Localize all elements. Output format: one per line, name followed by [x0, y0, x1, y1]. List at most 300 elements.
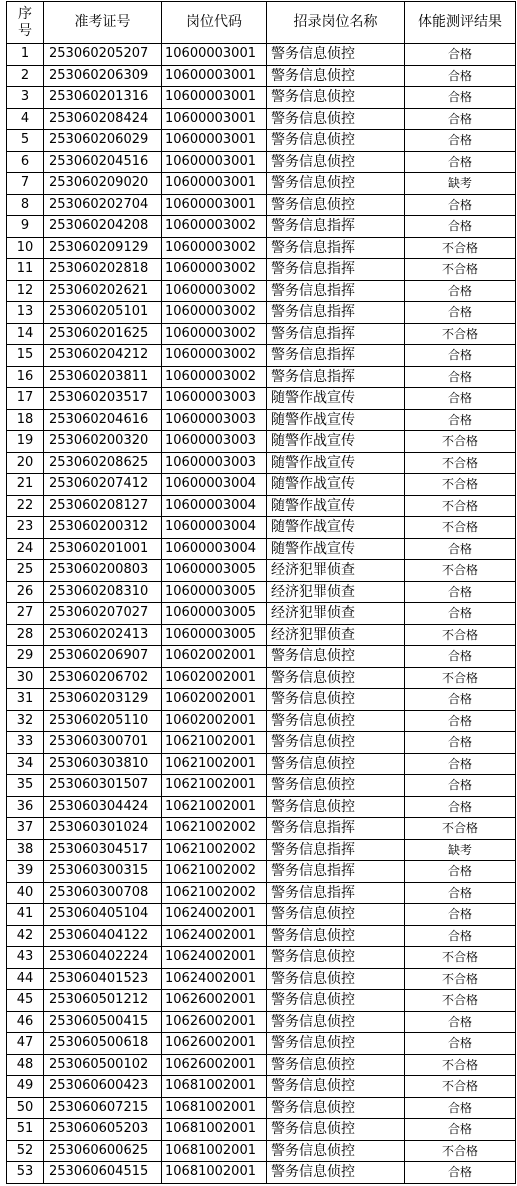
row-seq: 49: [7, 1076, 44, 1098]
table-row: [7, 216, 516, 238]
row-post-name: 警务信息指挥: [267, 861, 405, 883]
row-post-code: 10621002002: [162, 818, 267, 840]
row-post-code: 10600003002: [162, 216, 267, 238]
row-post-name: 警务信息指挥: [267, 882, 405, 904]
row-ticket-number: 253060203517: [44, 388, 162, 410]
row-fitness-result: 合格: [405, 151, 516, 173]
table-row: [7, 796, 516, 818]
row-post-code: 10621002001: [162, 753, 267, 775]
table-row: [7, 560, 516, 582]
row-fitness-result: 合格: [405, 753, 516, 775]
row-post-name: 警务信息侦控: [267, 151, 405, 173]
row-seq: 17: [7, 388, 44, 410]
table-row: [7, 990, 516, 1012]
row-post-code: 10624002001: [162, 947, 267, 969]
table-row: [7, 1097, 516, 1119]
row-ticket-number: 253060501212: [44, 990, 162, 1012]
row-post-code: 10626002001: [162, 1054, 267, 1076]
row-post-code: 10621002002: [162, 861, 267, 883]
table-row: [7, 925, 516, 947]
row-post-code: 10681002001: [162, 1119, 267, 1141]
row-fitness-result: 合格: [405, 108, 516, 130]
row-seq: 21: [7, 474, 44, 496]
row-ticket-number: 253060204516: [44, 151, 162, 173]
row-post-code: 10600003002: [162, 302, 267, 324]
row-seq: 15: [7, 345, 44, 367]
table-row: [7, 581, 516, 603]
row-fitness-result: 合格: [405, 710, 516, 732]
row-post-name: 警务信息指挥: [267, 839, 405, 861]
row-ticket-number: 253060201001: [44, 538, 162, 560]
row-fitness-result: 合格: [405, 861, 516, 883]
row-ticket-number: 253060202818: [44, 259, 162, 281]
row-post-code: 10602002001: [162, 710, 267, 732]
table-row: [7, 710, 516, 732]
row-fitness-result: 不合格: [405, 624, 516, 646]
table-row: [7, 1076, 516, 1098]
row-ticket-number: 253060208424: [44, 108, 162, 130]
row-fitness-result: 合格: [405, 775, 516, 797]
row-fitness-result: 合格: [405, 280, 516, 302]
row-post-code: 10624002001: [162, 968, 267, 990]
table-row: [7, 861, 516, 883]
row-seq: 42: [7, 925, 44, 947]
row-post-name: 警务信息侦控: [267, 194, 405, 216]
row-post-name: 警务信息侦控: [267, 925, 405, 947]
row-seq: 46: [7, 1011, 44, 1033]
row-post-name: 警务信息侦控: [267, 775, 405, 797]
row-post-name: 随警作战宣传: [267, 495, 405, 517]
header-row: [7, 2, 516, 44]
table-row: [7, 474, 516, 496]
row-fitness-result: 合格: [405, 646, 516, 668]
table-row: [7, 667, 516, 689]
row-seq: 26: [7, 581, 44, 603]
row-fitness-result: 合格: [405, 87, 516, 109]
row-post-code: 10600003004: [162, 517, 267, 539]
row-post-name: 随警作战宣传: [267, 452, 405, 474]
row-ticket-number: 253060202413: [44, 624, 162, 646]
row-ticket-number: 253060301024: [44, 818, 162, 840]
row-post-code: 10681002001: [162, 1162, 267, 1184]
row-seq: 32: [7, 710, 44, 732]
row-seq: 34: [7, 753, 44, 775]
row-seq: 9: [7, 216, 44, 238]
row-fitness-result: 合格: [405, 388, 516, 410]
row-post-code: 10600003005: [162, 603, 267, 625]
table-row: [7, 1162, 516, 1184]
row-ticket-number: 253060207027: [44, 603, 162, 625]
row-fitness-result: 合格: [405, 366, 516, 388]
row-fitness-result: 合格: [405, 1097, 516, 1119]
row-seq: 12: [7, 280, 44, 302]
row-ticket-number: 253060500102: [44, 1054, 162, 1076]
row-ticket-number: 253060301507: [44, 775, 162, 797]
row-post-name: 警务信息侦控: [267, 968, 405, 990]
row-ticket-number: 253060200803: [44, 560, 162, 582]
table-row: [7, 1140, 516, 1162]
row-fitness-result: 合格: [405, 345, 516, 367]
row-fitness-result: 不合格: [405, 431, 516, 453]
row-post-code: 10600003001: [162, 44, 267, 66]
row-post-name: 警务信息指挥: [267, 280, 405, 302]
row-fitness-result: 合格: [405, 925, 516, 947]
row-fitness-result: 不合格: [405, 1054, 516, 1076]
row-ticket-number: 253060203811: [44, 366, 162, 388]
row-fitness-result: 不合格: [405, 474, 516, 496]
header-result: 体能测评结果: [405, 2, 516, 44]
row-post-code: 10621002001: [162, 775, 267, 797]
row-seq: 19: [7, 431, 44, 453]
table-row: [7, 1119, 516, 1141]
row-post-name: 警务信息侦控: [267, 65, 405, 87]
row-seq: 50: [7, 1097, 44, 1119]
row-fitness-result: 不合格: [405, 947, 516, 969]
table-row: [7, 646, 516, 668]
table-row: [7, 882, 516, 904]
row-seq: 13: [7, 302, 44, 324]
row-seq: 11: [7, 259, 44, 281]
header-post: 招录岗位名称: [267, 2, 405, 44]
row-seq: 24: [7, 538, 44, 560]
row-ticket-number: 253060300708: [44, 882, 162, 904]
row-seq: 4: [7, 108, 44, 130]
row-fitness-result: 不合格: [405, 560, 516, 582]
row-post-code: 10600003004: [162, 495, 267, 517]
row-post-name: 警务信息侦控: [267, 1119, 405, 1141]
row-ticket-number: 253060605203: [44, 1119, 162, 1141]
table-body: [7, 44, 516, 1184]
row-seq: 52: [7, 1140, 44, 1162]
table-row: [7, 1054, 516, 1076]
row-post-code: 10624002001: [162, 904, 267, 926]
row-ticket-number: 253060206702: [44, 667, 162, 689]
row-fitness-result: 合格: [405, 882, 516, 904]
row-seq: 39: [7, 861, 44, 883]
row-post-code: 10600003003: [162, 409, 267, 431]
row-ticket-number: 253060200312: [44, 517, 162, 539]
row-fitness-result: 合格: [405, 44, 516, 66]
row-seq: 53: [7, 1162, 44, 1184]
row-ticket-number: 253060209020: [44, 173, 162, 195]
row-ticket-number: 253060207412: [44, 474, 162, 496]
row-fitness-result: 不合格: [405, 259, 516, 281]
row-post-code: 10602002001: [162, 689, 267, 711]
header-ticket: 准考证号: [44, 2, 162, 44]
row-post-name: 警务信息侦控: [267, 646, 405, 668]
row-ticket-number: 253060500618: [44, 1033, 162, 1055]
row-ticket-number: 253060303810: [44, 753, 162, 775]
row-ticket-number: 253060205110: [44, 710, 162, 732]
row-post-code: 10600003002: [162, 259, 267, 281]
row-seq: 22: [7, 495, 44, 517]
row-fitness-result: 合格: [405, 1011, 516, 1033]
row-ticket-number: 253060203129: [44, 689, 162, 711]
table-row: [7, 732, 516, 754]
row-ticket-number: 253060204208: [44, 216, 162, 238]
row-ticket-number: 253060200320: [44, 431, 162, 453]
row-seq: 47: [7, 1033, 44, 1055]
table-row: [7, 495, 516, 517]
row-fitness-result: 不合格: [405, 495, 516, 517]
row-post-code: 10600003005: [162, 581, 267, 603]
row-fitness-result: 不合格: [405, 990, 516, 1012]
row-fitness-result: 合格: [405, 796, 516, 818]
row-seq: 25: [7, 560, 44, 582]
row-seq: 8: [7, 194, 44, 216]
row-post-name: 随警作战宣传: [267, 538, 405, 560]
row-post-name: 警务信息指挥: [267, 302, 405, 324]
row-ticket-number: 253060201625: [44, 323, 162, 345]
table-row: [7, 603, 516, 625]
row-ticket-number: 253060206907: [44, 646, 162, 668]
row-ticket-number: 253060209129: [44, 237, 162, 259]
table-row: [7, 259, 516, 281]
row-post-name: 警务信息侦控: [267, 689, 405, 711]
row-ticket-number: 253060304424: [44, 796, 162, 818]
row-post-name: 警务信息指挥: [267, 345, 405, 367]
row-fitness-result: 合格: [405, 1119, 516, 1141]
row-post-name: 警务信息侦控: [267, 990, 405, 1012]
row-post-code: 10626002001: [162, 1011, 267, 1033]
table-row: [7, 517, 516, 539]
row-post-name: 警务信息指挥: [267, 323, 405, 345]
table-row: [7, 452, 516, 474]
row-ticket-number: 253060402224: [44, 947, 162, 969]
row-fitness-result: 不合格: [405, 237, 516, 259]
row-post-name: 警务信息侦控: [267, 1011, 405, 1033]
row-seq: 51: [7, 1119, 44, 1141]
row-post-code: 10600003001: [162, 130, 267, 152]
table-row: [7, 947, 516, 969]
row-seq: 6: [7, 151, 44, 173]
row-post-name: 经济犯罪侦查: [267, 624, 405, 646]
row-post-code: 10600003004: [162, 474, 267, 496]
row-post-name: 警务信息侦控: [267, 1097, 405, 1119]
row-post-code: 10600003004: [162, 538, 267, 560]
row-ticket-number: 253060208127: [44, 495, 162, 517]
row-ticket-number: 253060202704: [44, 194, 162, 216]
row-ticket-number: 253060202621: [44, 280, 162, 302]
table-row: [7, 87, 516, 109]
row-ticket-number: 253060604515: [44, 1162, 162, 1184]
row-fitness-result: 合格: [405, 689, 516, 711]
row-post-code: 10600003001: [162, 87, 267, 109]
row-seq: 27: [7, 603, 44, 625]
table-row: [7, 409, 516, 431]
row-post-name: 随警作战宣传: [267, 431, 405, 453]
row-ticket-number: 253060401523: [44, 968, 162, 990]
table-row: [7, 904, 516, 926]
row-post-name: 随警作战宣传: [267, 474, 405, 496]
row-seq: 3: [7, 87, 44, 109]
results-table: [6, 1, 516, 1184]
row-seq: 38: [7, 839, 44, 861]
table-row: [7, 431, 516, 453]
row-post-code: 10602002001: [162, 646, 267, 668]
row-post-code: 10621002002: [162, 839, 267, 861]
row-fitness-result: 合格: [405, 302, 516, 324]
row-post-code: 10626002001: [162, 990, 267, 1012]
table-row: [7, 1033, 516, 1055]
row-post-name: 警务信息侦控: [267, 108, 405, 130]
table-row: [7, 280, 516, 302]
row-post-name: 警务信息侦控: [267, 710, 405, 732]
row-post-name: 随警作战宣传: [267, 409, 405, 431]
row-fitness-result: 合格: [405, 732, 516, 754]
table-row: [7, 624, 516, 646]
row-post-name: 警务信息侦控: [267, 1054, 405, 1076]
row-fitness-result: 不合格: [405, 1140, 516, 1162]
row-seq: 16: [7, 366, 44, 388]
row-ticket-number: 253060600423: [44, 1076, 162, 1098]
row-ticket-number: 253060405104: [44, 904, 162, 926]
row-seq: 18: [7, 409, 44, 431]
row-post-code: 10600003003: [162, 431, 267, 453]
row-post-name: 警务信息指挥: [267, 366, 405, 388]
table-row: [7, 839, 516, 861]
row-ticket-number: 253060208625: [44, 452, 162, 474]
table-row: [7, 237, 516, 259]
table-row: [7, 366, 516, 388]
row-post-code: 10600003001: [162, 65, 267, 87]
row-post-name: 随警作战宣传: [267, 388, 405, 410]
row-fitness-result: 合格: [405, 65, 516, 87]
results-sheet: [6, 1, 516, 1184]
row-post-name: 警务信息侦控: [267, 1076, 405, 1098]
row-post-name: 警务信息侦控: [267, 44, 405, 66]
row-fitness-result: 合格: [405, 603, 516, 625]
row-ticket-number: 253060500415: [44, 1011, 162, 1033]
row-fitness-result: 缺考: [405, 839, 516, 861]
row-seq: 35: [7, 775, 44, 797]
row-post-code: 10681002001: [162, 1076, 267, 1098]
table-row: [7, 968, 516, 990]
row-post-name: 警务信息侦控: [267, 796, 405, 818]
row-fitness-result: 不合格: [405, 452, 516, 474]
row-ticket-number: 253060206309: [44, 65, 162, 87]
row-seq: 23: [7, 517, 44, 539]
row-seq: 20: [7, 452, 44, 474]
row-seq: 29: [7, 646, 44, 668]
table-row: [7, 818, 516, 840]
row-seq: 36: [7, 796, 44, 818]
row-post-code: 10681002001: [162, 1097, 267, 1119]
row-post-name: 警务信息侦控: [267, 732, 405, 754]
row-post-code: 10626002001: [162, 1033, 267, 1055]
table-row: [7, 130, 516, 152]
table-row: [7, 151, 516, 173]
row-ticket-number: 253060304517: [44, 839, 162, 861]
row-seq: 10: [7, 237, 44, 259]
row-post-code: 10600003003: [162, 388, 267, 410]
row-post-code: 10600003002: [162, 323, 267, 345]
row-post-code: 10600003005: [162, 624, 267, 646]
row-seq: 40: [7, 882, 44, 904]
row-post-code: 10600003002: [162, 345, 267, 367]
row-post-code: 10600003003: [162, 452, 267, 474]
row-fitness-result: 缺考: [405, 173, 516, 195]
row-ticket-number: 253060607215: [44, 1097, 162, 1119]
table-row: [7, 538, 516, 560]
table-row: [7, 65, 516, 87]
table-row: [7, 689, 516, 711]
row-post-code: 10600003001: [162, 194, 267, 216]
row-ticket-number: 253060300701: [44, 732, 162, 754]
row-post-name: 警务信息侦控: [267, 1140, 405, 1162]
row-post-code: 10624002001: [162, 925, 267, 947]
row-ticket-number: 253060208310: [44, 581, 162, 603]
row-post-name: 警务信息侦控: [267, 1033, 405, 1055]
row-fitness-result: 不合格: [405, 818, 516, 840]
row-post-code: 10600003002: [162, 237, 267, 259]
row-post-name: 警务信息侦控: [267, 753, 405, 775]
row-post-name: 警务信息侦控: [267, 904, 405, 926]
row-seq: 5: [7, 130, 44, 152]
row-post-code: 10600003005: [162, 560, 267, 582]
row-ticket-number: 253060206029: [44, 130, 162, 152]
row-fitness-result: 合格: [405, 216, 516, 238]
row-fitness-result: 合格: [405, 1162, 516, 1184]
header-code: 岗位代码: [162, 2, 267, 44]
row-ticket-number: 253060201316: [44, 87, 162, 109]
header-seq: 序号: [7, 2, 44, 44]
row-fitness-result: 合格: [405, 130, 516, 152]
row-fitness-result: 合格: [405, 904, 516, 926]
table-row: [7, 173, 516, 195]
row-post-name: 警务信息指挥: [267, 216, 405, 238]
row-ticket-number: 253060404122: [44, 925, 162, 947]
row-post-name: 警务信息侦控: [267, 1162, 405, 1184]
row-post-name: 警务信息指挥: [267, 259, 405, 281]
row-seq: 41: [7, 904, 44, 926]
row-seq: 37: [7, 818, 44, 840]
row-ticket-number: 253060205101: [44, 302, 162, 324]
row-ticket-number: 253060300315: [44, 861, 162, 883]
row-seq: 28: [7, 624, 44, 646]
row-post-code: 10600003002: [162, 280, 267, 302]
row-post-code: 10600003001: [162, 151, 267, 173]
row-seq: 31: [7, 689, 44, 711]
row-fitness-result: 合格: [405, 538, 516, 560]
row-ticket-number: 253060600625: [44, 1140, 162, 1162]
row-post-name: 随警作战宣传: [267, 517, 405, 539]
row-seq: 7: [7, 173, 44, 195]
table-row: [7, 775, 516, 797]
row-fitness-result: 合格: [405, 581, 516, 603]
table-row: [7, 1011, 516, 1033]
table-row: [7, 345, 516, 367]
row-post-code: 10600003001: [162, 173, 267, 195]
row-post-code: 10681002001: [162, 1140, 267, 1162]
table-row: [7, 44, 516, 66]
table-row: [7, 388, 516, 410]
row-post-code: 10602002001: [162, 667, 267, 689]
row-post-code: 10600003002: [162, 366, 267, 388]
row-post-code: 10600003001: [162, 108, 267, 130]
row-seq: 48: [7, 1054, 44, 1076]
row-seq: 14: [7, 323, 44, 345]
table-row: [7, 194, 516, 216]
row-fitness-result: 不合格: [405, 323, 516, 345]
row-seq: 45: [7, 990, 44, 1012]
row-fitness-result: 合格: [405, 1033, 516, 1055]
row-post-name: 经济犯罪侦查: [267, 560, 405, 582]
row-post-name: 警务信息侦控: [267, 173, 405, 195]
row-seq: 33: [7, 732, 44, 754]
row-post-name: 警务信息侦控: [267, 667, 405, 689]
row-fitness-result: 不合格: [405, 667, 516, 689]
